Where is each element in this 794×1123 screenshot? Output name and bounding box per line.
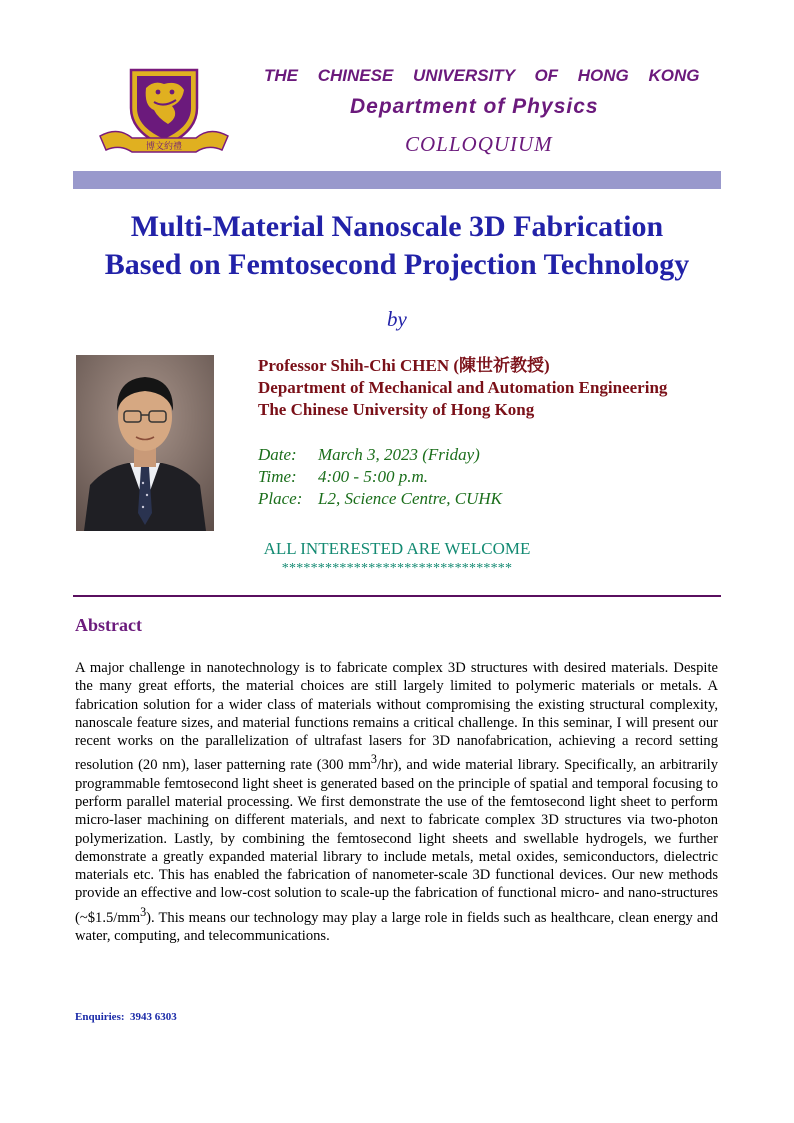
abstract-part1: A major challenge in nanotechnology is to fabricate complex 3D structures with desired materials. Despite the many great efforts, the material choices are still largely limited to polymeric materials or metals. A fabrication solution for a wider class of materials without compromising the existing structural complexity, nanoscale feature sizes, and material functions remains a critical challenge. In this seminar, I will present our recent works on the parallelization of ultrafast lasers for 3D nanofabrication, achieving a record setting resolution (20 nm), laser patterning rate (300 mm	[75, 660, 718, 774]
header-divider-bar	[73, 171, 721, 189]
event-type: COLLOQUIUM	[405, 132, 553, 156]
speaker-university: The Chinese University of Hong Kong	[258, 400, 535, 419]
date-row	[258, 444, 502, 466]
logo-motto: 博文約禮	[145, 142, 183, 152]
abstract-sup1: 3	[370, 752, 377, 767]
abstract-part2: /hr), and wide material library. Specifically, an arbitrarily programmable femtosecond light sheet is generated based on the principle of spatial and temporal focusing to perform parallel material processing. We first demonstrate the use of the femtosecond light sheet to perform micro-laser machining on different materials, and next to fabricate complex 3D structures via two-photon polymerization. Lastly, by combining the femtosecond light sheets and swellable hydrogels, we further demonstrate a greatly expanded material library to include metals, metal oxides, semiconductors, dielectric materials etc. This has enabled the fabrication of nanometer-scale 3D functional devices. Our new methods provide an effective and low-cost solution to scale-up the fabrication of functional micro- and nano-structures (~$1.5/mm	[75, 757, 718, 926]
time-value: 4:00 - 5:00 p.m.	[318, 467, 429, 486]
enquiries: Enquiries: 3943 6303	[75, 1011, 177, 1023]
welcome-text: ALL INTERESTED ARE WELCOME	[263, 539, 531, 558]
department-name: Department of Physics	[350, 95, 599, 118]
time-row	[258, 466, 502, 488]
talk-title-line1: Multi-Material Nanoscale 3D Fabrication	[130, 210, 664, 243]
by-label: by	[387, 307, 407, 331]
talk-title	[0, 208, 794, 284]
speaker-portrait	[76, 355, 214, 531]
time-label: Time:	[258, 467, 297, 486]
talk-title-line2: Based on Femtosecond Projection Technology	[104, 248, 690, 281]
speaker-block	[258, 355, 667, 421]
welcome-stars: ********************************	[281, 561, 513, 576]
speaker-name: Professor Shih-Chi CHEN (陳世祈教授)	[258, 356, 550, 375]
place-value: L2, Science Centre, CUHK	[318, 489, 502, 508]
abstract-body	[75, 659, 718, 945]
abstract-heading: Abstract	[75, 615, 142, 635]
speaker-department: Department of Mechanical and Automation Engineering	[258, 378, 668, 397]
section-divider	[73, 595, 721, 597]
cuhk-crest-icon	[98, 66, 230, 158]
date-label: Date:	[258, 445, 297, 464]
abstract-sup2: 3	[140, 904, 147, 919]
date-value: March 3, 2023 (Friday)	[318, 445, 480, 464]
university-name: THE CHINESE UNIVERSITY OF HONG KONG	[264, 66, 700, 85]
place-row	[258, 488, 502, 510]
place-label: Place:	[258, 489, 303, 508]
abstract-part3: ). This means our technology may play a large role in fields such as healthcare, clean energy and water, computing, and telecommunications.	[75, 909, 718, 944]
event-details	[258, 444, 502, 510]
